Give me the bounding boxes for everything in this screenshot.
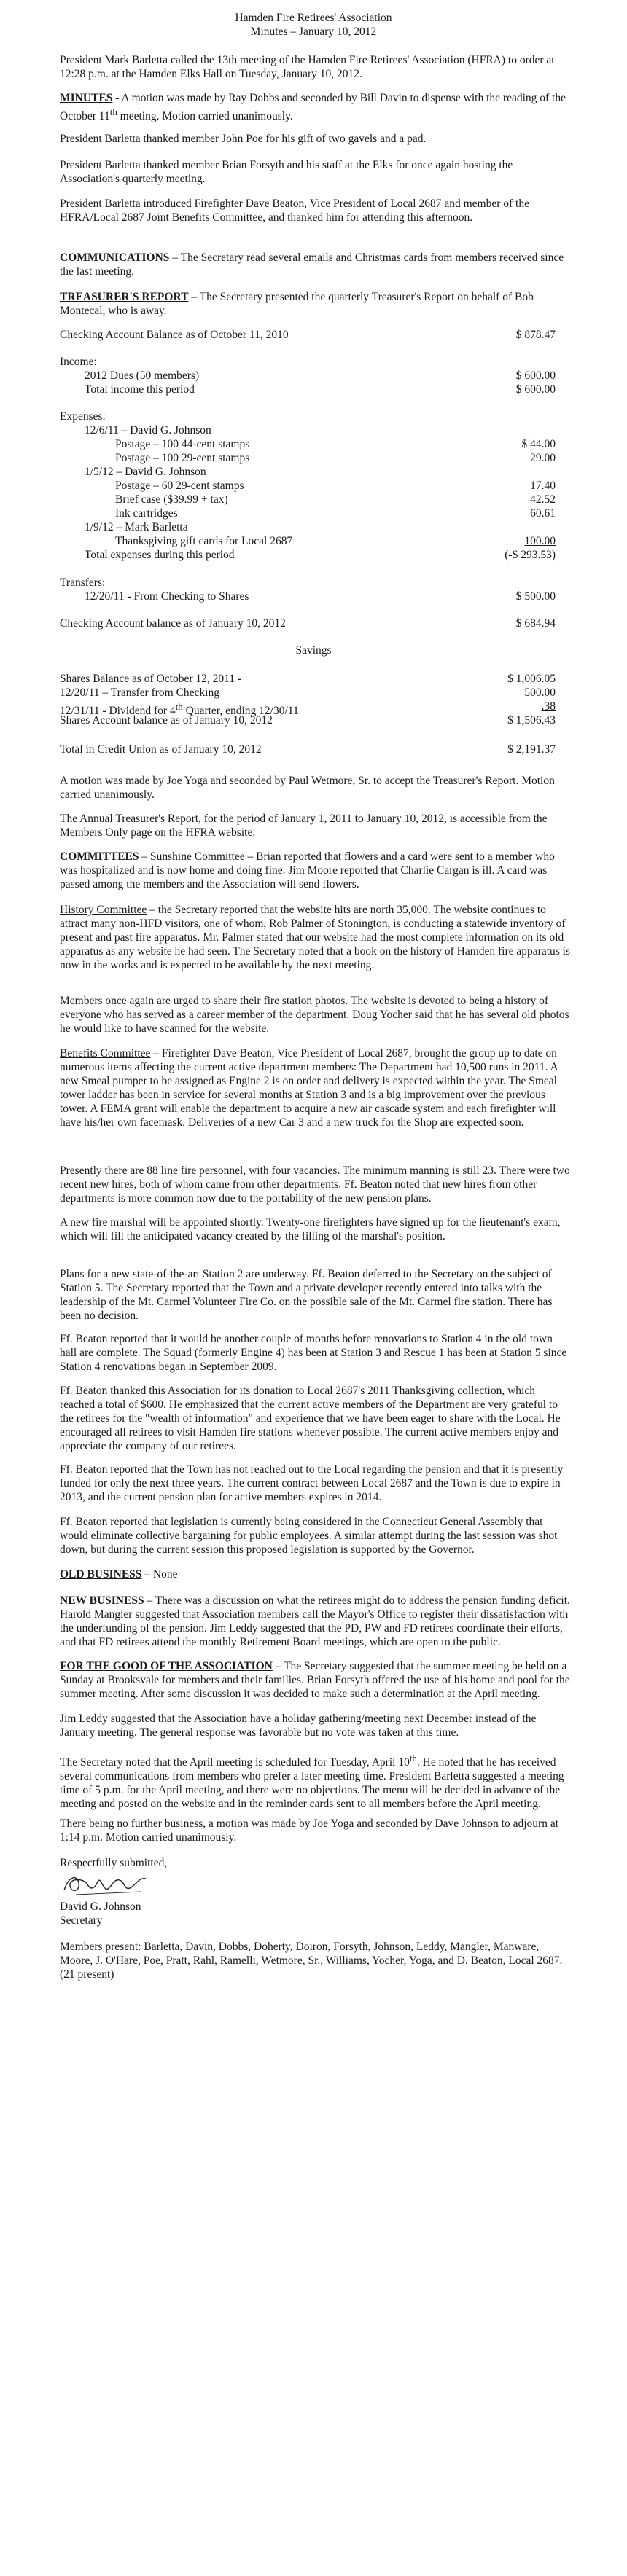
photos-paragraph: Members once again are urged to share their fire station photos. The website is devoted to being a history of everyone who has served as a career member of the department. Doug Yocher said that he has several old photos he would like to have scanned for the website. (60, 995, 569, 1035)
expense-2b-row (60, 493, 556, 506)
savings-2-label: 12/20/11 – Transfer from Checking (60, 686, 219, 699)
new-business-paragraph (60, 1594, 570, 1649)
marshal-paragraph: A new fire marshal will be appointed shortly. Twenty-one firefighters have signed up for the lieutenant's exam, which will fill the anticipated vacancy created by the filling of the marshal's position. (60, 1216, 561, 1242)
savings-heading: Savings (295, 644, 332, 657)
opening-balance-row (60, 328, 556, 342)
expense-2a-amount: 17.40 (530, 479, 556, 492)
legislation-paragraph: Ff. Beaton reported that legislation is currently being considered in the Connecticut General Assembly that would eliminate collective bargaining for public employees. A similar attempt during the last session was shot down, but during the current session this proposed legislation is supported by the Governor. (60, 1516, 558, 1556)
transfer-1-label: 12/20/11 - From Checking to Shares (85, 590, 249, 603)
station2-paragraph: Plans for a new state-of-the-art Station 2 are underway. Ff. Beaton deferred to the Secretary on the subject of Station 5. The Secretary reported that the Town and a private developer recently entered into talks with the leadership of the Mt. Carmel Volunteer Fire Co. on the possible sale of the Mt. Carmel fire station. There has been no decision. (60, 1268, 553, 1322)
history-heading: History Committee (60, 904, 147, 916)
savings-2-amount: 500.00 (524, 686, 556, 699)
expenses-label: Expenses: (60, 410, 106, 423)
expense-3-date-row (60, 520, 556, 534)
closing-balance-row (60, 616, 556, 630)
expense-3a-row (60, 534, 556, 548)
members-present-paragraph: Members present: Barletta, Davin, Dobbs, Doherty, Doiron, Forsyth, Johnson, Leddy, Mangler, Manware, Moore, J. O'Hare, Poe, Pratt, Rahl, Ramelli, Wetmore, Sr., Williams, Yocher, Yoga, and D. Beaton, Local 2687. (21 present) (60, 1941, 563, 1981)
document-title: Hamden Fire Retirees' Association (235, 12, 392, 24)
treasurer-text: – The Secretary presented the quarterly Treasurer's Report on behalf of Bob Montecal, who is away. (60, 291, 534, 317)
expense-1b-label: Postage – 100 29-cent stamps (115, 452, 250, 464)
pension-paragraph: Ff. Beaton reported that the Town has not reached out to the Local regarding the pension and that it is presently funded for only the next three years. The current contract between Local 2687 and the Town is due to expire in 2013, and the current pension plan for active members expires in 2014. (60, 1463, 564, 1503)
document-subtitle: Minutes – January 10, 2012 (250, 26, 377, 38)
closing-balance-label: Checking Account balance as of January 10, 2012 (60, 617, 286, 630)
minutes-text-a: - A motion was made by Ray Dobbs and seconded by Bill Davin to dispense with the reading of the October 11 (60, 92, 566, 123)
dues-amount: $ 600.00 (515, 369, 556, 382)
expense-1b-row (60, 451, 556, 465)
expense-2b-label: Brief case ($39.99 + tax) (115, 493, 228, 506)
minutes-paragraph (60, 91, 570, 123)
history-paragraph (60, 903, 570, 972)
total-expenses-amount: (-$ 293.53) (505, 549, 556, 561)
thanks-poe-paragraph: President Barletta thanked member John Poe for his gift of two gavels and a pad. (60, 133, 427, 145)
signature-mark (61, 1870, 149, 1899)
expense-2c-row (60, 506, 556, 520)
savings-1-label: Shares Balance as of October 12, 2011 - (60, 673, 242, 685)
committees-paragraph: COMMITTEES – Sunshine Committee – Brian reported that flowers and a card were sent to a member who was hospitalized and is now home and doing fine. Jim Moore reported that Charlie Cargan is ill. A card was passed among the members and the Association will send flowers. (60, 850, 555, 890)
expense-1a-row (60, 437, 556, 451)
treasurer-paragraph (60, 290, 570, 318)
total-income-row (60, 383, 556, 396)
expense-2-date: 1/5/12 – David G. Johnson (85, 466, 206, 478)
new-business-text: – There was a discussion on what the retirees might do to address the pension funding deficit. Harold Mangler suggested that Association members call the Mayor's Office to register their dissatisfaction with the underfunding of the pension. Jim Leddy suggested that the PD, PW and FD retirees coordinate their efforts, and that FD retirees attend the monthly Retirement Board meetings, which are open to the public. (60, 1594, 570, 1648)
sunshine-text: – Brian reported that flowers and a card were sent to a member who was hospitalized and is now home and doing fine. Jim Moore reported that Charlie Cargan is ill. A card was passed among the members and the Association will send flowers. (60, 850, 555, 890)
expense-2c-label: Ink cartridges (115, 507, 178, 520)
april-text-a: The Secretary noted that the April meeting is scheduled for Tuesday, April 10 (60, 1756, 410, 1769)
savings-1-row (60, 672, 556, 686)
treasurer-heading: TREASURER'S REPORT (60, 291, 189, 303)
savings-3-label-a: 12/31/11 - Dividend for 4 (60, 705, 176, 718)
savings-1-amount: $ 1,006.05 (507, 673, 556, 685)
april-meeting-paragraph (60, 1751, 570, 1811)
expense-1-date: 12/6/11 – David G. Johnson (85, 424, 211, 436)
opening-balance-amount: $ 878.47 (515, 329, 556, 341)
benefits-text: – Firefighter Dave Beaton, Vice President of Local 2687, brought the group up to date on numerous items affecting the current active department members: The Department had 10,500 runs in 2011. A new Smeal pumper to be assigned as Engine 2 is on order and delivery is expected within the year. The Smeal tower ladder has been in service for several months at Station 3 and is a big improvement over the previous tower. A FEMA grant will enable the department to acquire a new air cascade system and each firefighter will have his/her own facemask. Deliveries of a new Car 3 and a new truck for the Shop are expected soon. (60, 1047, 558, 1129)
expense-2a-row (60, 479, 556, 493)
secretary-title: Secretary (60, 1914, 103, 1927)
savings-2-row (60, 686, 556, 700)
expenses-label-row (60, 410, 556, 423)
history-text: – the Secretary reported that the website hits are north 35,000. The website continues to attract many non-HFD visitors, one of whom, Rob Palmer of Stonington, is conducting a statewide inventory of present and past fire apparatus. Mr. Palmer stated that our website had the most complete information on its old apparatus as any website he had seen. The Secretary noted that a book on the history of Hamden fire apparatus is now in the works and is expected to be available by the next meeting. (60, 904, 570, 971)
benefits-paragraph (60, 1046, 570, 1130)
credit-union-row (60, 743, 556, 756)
april-text-b: . He noted that he has received several communications from members who prefer a later meeting time. President Barletta suggested a meeting time of 5 p.m. for the April meeting, and there were no objections. The menu will be decided in advance of the meeting and posted on the website and in the reminder cards sent to all members before the April meeting. (60, 1756, 564, 1811)
savings-3-label-b: Quarter, ending 12/30/11 (182, 705, 299, 718)
total-expenses-label: Total expenses during this period (85, 549, 235, 561)
expense-2b-amount: 42.52 (530, 493, 556, 506)
holiday-paragraph: Jim Leddy suggested that the Association have a holiday gathering/meeting next December instead of the January meeting. The general response was favorable but no vote was taken at this time. (60, 1712, 537, 1739)
savings-4-row (60, 713, 556, 727)
secretary-name: David G. Johnson (60, 1900, 141, 1913)
expense-1b-amount: 29.00 (530, 452, 556, 464)
savings-3-sup: th (175, 701, 183, 712)
minutes-heading: MINUTES (60, 92, 113, 104)
expense-2c-amount: 60.61 (530, 507, 556, 520)
old-business-text: – None (141, 1568, 178, 1581)
transfer-1-row (60, 590, 556, 603)
closing-balance-amount: $ 684.94 (515, 617, 556, 630)
good-of-association-text: – The Secretary suggested that the summer meeting be held on a Sunday at Brooksvale for members and their families. Brian Forsyth offered the use of his home and pool for the summer meeting. After some discussion it was decided to make such a determination at the April meeting. (60, 1660, 570, 1700)
credit-union-amount: $ 2,191.37 (507, 743, 556, 756)
old-business-paragraph (60, 1567, 570, 1581)
expense-2a-label: Postage – 60 29-cent stamps (115, 479, 244, 492)
old-business-heading: OLD BUSINESS (60, 1568, 142, 1581)
good-of-association-paragraph (60, 1659, 570, 1701)
opening-balance-label: Checking Account Balance as of October 11, 2010 (60, 329, 289, 341)
benefits-heading: Benefits Committee (60, 1047, 151, 1060)
dues-row (60, 369, 556, 383)
expense-3-date: 1/9/12 – Mark Barletta (85, 521, 188, 533)
annual-report-paragraph: The Annual Treasurer's Report, for the period of January 1, 2011 to January 10, 2012, is accessible from the Members Only page on the HFRA website. (60, 813, 548, 839)
beaton-intro-paragraph: President Barletta introduced Firefighter Dave Beaton, Vice President of Local 2687 and member of the HFRA/Local 2687 Joint Benefits Committee, and thanked him for attending this afternoon. (60, 197, 529, 224)
communications-paragraph (60, 251, 570, 278)
communications-text: – The Secretary read several emails and Christmas cards from members received since the last meeting. (60, 251, 564, 278)
credit-union-label: Total in Credit Union as of January 10, 2012 (60, 743, 262, 756)
expense-1a-label: Postage – 100 44-cent stamps (115, 438, 250, 450)
new-business-heading: NEW BUSINESS (60, 1594, 144, 1607)
total-expenses-row (60, 548, 556, 562)
expense-2-date-row (60, 465, 556, 479)
expense-1-date-row (60, 423, 556, 437)
income-label: Income: (60, 356, 97, 368)
dues-label: 2012 Dues (50 members) (85, 369, 200, 382)
total-income-label: Total income this period (85, 383, 195, 396)
personnel-paragraph: Presently there are 88 line fire personnel, with four vacancies. The minimum manning is still 23. There were two recent new hires, both of whom came from other departments. Ff. Beaton noted that new hires from other departments is more common now due to the portability of the new pension plans. (60, 1164, 570, 1205)
thanksgiving-paragraph: Ff. Beaton thanked this Association for its donation to Local 2687's 2011 Thanksgiving collection, which reached a total of $600. He emphasized that the current active members of the Department are very grateful to the retirees for the "wealth of information" and experience that we have been eager to share with the Local. He encouraged all retirees to visit Hamden fire stations whenever possible. The current active members enjoy and appreciate the company of our retirees. (60, 1385, 561, 1452)
savings-3-amount: .38 (541, 700, 556, 713)
minutes-sup: th (109, 106, 117, 117)
total-income-amount: $ 600.00 (515, 383, 556, 396)
committees-heading: COMMITTEES (60, 850, 139, 863)
income-label-row (60, 355, 556, 369)
station4-paragraph: Ff. Beaton reported that it would be another couple of months before renovations to Station 4 in the old town hall are complete. The Squad (formerly Engine 4) has been at Station 3 and Rescue 1 has been at Station 5 since Station 4 renovations began in September 2009. (60, 1333, 567, 1373)
transfer-1-amount: $ 500.00 (515, 590, 556, 603)
savings-3-row (60, 700, 556, 718)
good-of-association-heading: FOR THE GOOD OF THE ASSOCIATION (60, 1660, 273, 1672)
accept-report-paragraph: A motion was made by Joe Yoga and seconded by Paul Wetmore, Sr. to accept the Treasurer's Report. Motion carried unanimously. (60, 775, 555, 801)
savings-4-amount: $ 1,506.43 (507, 714, 556, 727)
call-to-order-paragraph: President Mark Barletta called the 13th meeting of the Hamden Fire Retirees' Association (HFRA) to order at 12:28 p.m. at the Hamden Elks Hall on Tuesday, January 10, 2012. (60, 54, 555, 80)
expense-3a-amount: 100.00 (524, 535, 556, 547)
april-sup: th (409, 1753, 417, 1763)
thanks-forsyth-paragraph: President Barletta thanked member Brian Forsyth and his staff at the Elks for once again hosting the Association's quarterly meeting. (60, 159, 513, 185)
transfers-label: Transfers: (60, 576, 106, 589)
adjourn-paragraph: There being no further business, a motion was made by Joe Yoga and seconded by Dave Johnson to adjourn at 1:14 p.m. Motion carried unanimously. (60, 1817, 559, 1844)
minutes-text-b: meeting. Motion carried unanimously. (117, 110, 293, 123)
savings-4-label: Shares Account balance as of January 10, 2012 (60, 714, 273, 727)
expense-1a-amount: $ 44.00 (521, 438, 556, 450)
communications-heading: COMMUNICATIONS (60, 251, 170, 264)
sunshine-heading: Sunshine Committee (150, 850, 245, 863)
respectfully-submitted: Respectfully submitted, (60, 1857, 168, 1869)
expense-3a-label: Thanksgiving gift cards for Local 2687 (115, 535, 293, 547)
transfers-label-row (60, 576, 556, 590)
